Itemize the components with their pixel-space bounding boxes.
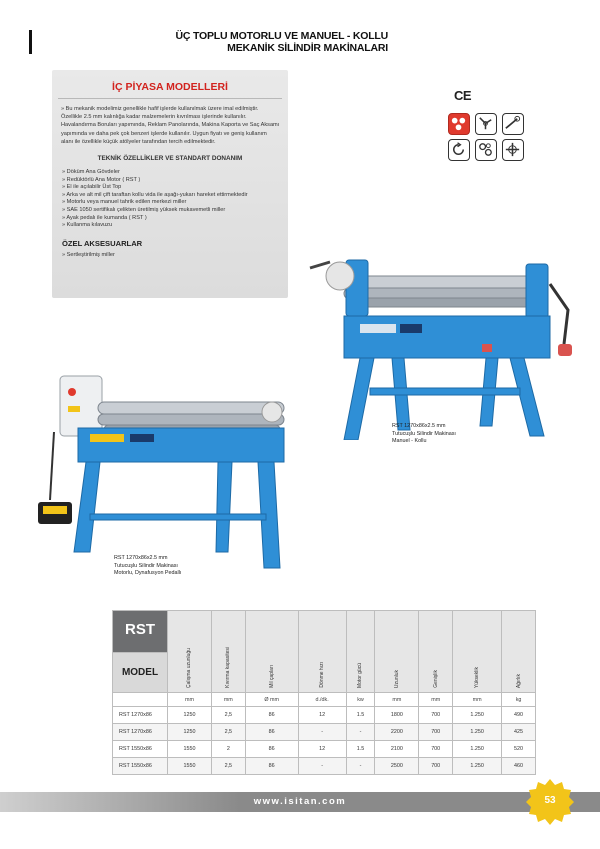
header-accent-bar xyxy=(29,30,32,54)
column-header: Ağırlık xyxy=(502,611,536,693)
table-row xyxy=(113,724,536,741)
model-name-cell: RST 1270x86 xyxy=(113,707,168,724)
unit-cell: Ø mm xyxy=(245,693,298,707)
feature-item: » El ile açılabilir Üst Top xyxy=(62,184,288,192)
table-cell: 700 xyxy=(419,724,453,741)
caption-type: Tutucuşlu Silindir Makinası xyxy=(114,562,178,569)
panel-divider xyxy=(58,98,282,99)
footer-website-link[interactable]: www.isitan.com xyxy=(253,796,347,807)
features-heading: TEKNİK ÖZELLİKLER VE STANDART DONANIM xyxy=(97,155,243,163)
table-row xyxy=(113,741,536,758)
column-header: Genişlik xyxy=(419,611,453,693)
table-cell: 490 xyxy=(502,707,536,724)
table-cell: 12 xyxy=(298,707,346,724)
unit-cell: mm xyxy=(453,693,502,707)
unit-cell: mm xyxy=(168,693,212,707)
table-cell: 86 xyxy=(245,707,298,724)
table-cell: 86 xyxy=(245,741,298,758)
unit-cell: kg xyxy=(502,693,536,707)
gear-set-icon xyxy=(475,139,497,161)
manual-roll-machine-image xyxy=(300,240,590,440)
model-name-cell: RST 1550x86 xyxy=(113,758,168,775)
table-cell: 2200 xyxy=(375,724,419,741)
caption-drive: Manuel - Kollu xyxy=(392,438,427,445)
column-header: Çalışma uzunluğu xyxy=(168,611,212,693)
feature-item: » Kullanma kılavuzu xyxy=(62,222,288,230)
feature-item: » SAE 1050 sertifikalı çelikten üretilmiş yüksek mukavemetli miller xyxy=(62,207,288,215)
feature-item: » Redüktörlü Ana Motor ( RST ) xyxy=(62,177,288,185)
motorized-machine-caption xyxy=(114,555,181,578)
shaft-icon xyxy=(502,139,524,161)
table-cell: 2100 xyxy=(375,741,419,758)
column-header: Uzunluk xyxy=(375,611,419,693)
unit-cell: d./dk. xyxy=(298,693,346,707)
table-cell: 1.5 xyxy=(346,707,375,724)
table-cell: 1.5 xyxy=(346,741,375,758)
page-title xyxy=(175,30,388,54)
panel-heading: İÇ PİYASA MODELLERİ xyxy=(112,81,228,93)
table-cell: 520 xyxy=(502,741,536,758)
column-header: Mil çapları xyxy=(245,611,298,693)
table-cell: 700 xyxy=(419,707,453,724)
feature-item: » Motorlu veya manuel tahrik edilen merkezi miller xyxy=(62,199,288,207)
table-cell: 700 xyxy=(419,741,453,758)
lever-icon xyxy=(502,113,524,135)
hand-crank-icon xyxy=(475,113,497,135)
ce-mark: CE xyxy=(454,88,472,103)
page-number: 53 xyxy=(544,795,556,806)
caption-model: RST 1270x86x2.5 mm xyxy=(392,423,446,429)
table-cell: 2500 xyxy=(375,758,419,775)
table-cell: 460 xyxy=(502,758,536,775)
unit-cell: mm xyxy=(419,693,453,707)
table-cell: 1.250 xyxy=(453,724,502,741)
unit-cell: kw xyxy=(346,693,375,707)
table-cell: - xyxy=(298,724,346,741)
domestic-models-panel xyxy=(52,70,288,298)
units-blank-cell xyxy=(113,693,168,707)
accessories-heading: ÖZEL AKSESUARLAR xyxy=(62,238,143,248)
caption-drive: Motorlu, Dynafusyon Pedallı xyxy=(114,570,182,577)
table-cell: 1550 xyxy=(168,758,212,775)
caption-type: Tutucuşlu Silindir Makinası xyxy=(392,430,456,437)
table-cell: - xyxy=(298,758,346,775)
table-cell: 700 xyxy=(419,758,453,775)
column-header: Dönme hızı xyxy=(298,611,346,693)
column-header: Yükseklik xyxy=(453,611,502,693)
table-cell: 2,5 xyxy=(211,707,245,724)
page-title-line-1: ÜÇ TOPLU MOTORLU VE MANUEL - KOLLU xyxy=(175,30,388,42)
table-cell: 425 xyxy=(502,724,536,741)
table-cell: 1.250 xyxy=(453,707,502,724)
table-cell: - xyxy=(346,724,375,741)
feature-item: » Arka ve alt mil çift taraftan kollu vida ile aşağı-yukarı hareket ettirmektedir xyxy=(62,192,288,200)
unit-cell: mm xyxy=(375,693,419,707)
model-name-cell: RST 1270x86 xyxy=(113,724,168,741)
table-cell: 2,5 xyxy=(211,758,245,775)
motorized-roll-machine-image xyxy=(38,372,300,582)
table-cell: 1.250 xyxy=(453,758,502,775)
table-cell: 1.250 xyxy=(453,741,502,758)
unit-cell: mm xyxy=(211,693,245,707)
column-header: Kıvırma kapasitesi xyxy=(211,611,245,693)
series-label: RST xyxy=(113,611,168,653)
cycle-icon xyxy=(448,139,470,161)
table-cell: 86 xyxy=(245,724,298,741)
table-cell: 1550 xyxy=(168,741,212,758)
features-list xyxy=(52,169,288,230)
intro-paragraph: » Bu mekanik modelimiz genellikle hafif işlerde kullanılmak üzere imal edilmiştir. Özellikle 2.5 mm kalınlığa kadar malzemelerin kıvrılması işlerinde kullanılır. Havalandırma Boruları yapımında, Reklam Panolarında, Makina Kaporta ve Saç Aksamı yapımında ve daha pek çok benzeri işlerde kullanılır. Uygun fiyatı ve geniş kullanım alanı ile özellikle küçük atölyeler tarafından tercih edilmektedir. xyxy=(52,105,288,146)
table-cell: 2 xyxy=(211,741,245,758)
specifications-table xyxy=(112,610,536,775)
caption-model: RST 1270x86x2.5 mm xyxy=(114,555,168,561)
feature-icon-grid xyxy=(448,113,524,161)
model-name-cell: RST 1550x86 xyxy=(113,741,168,758)
column-header: Motor gücü xyxy=(346,611,375,693)
feature-item: » Döküm Ana Gövdeler xyxy=(62,169,288,177)
table-units-row xyxy=(113,693,536,707)
rollers-icon xyxy=(448,113,470,135)
table-cell: 1800 xyxy=(375,707,419,724)
model-label: MODEL xyxy=(113,653,168,693)
feature-item: » Ayak pedalı ile kumanda ( RST ) xyxy=(62,215,288,223)
table-cell: 86 xyxy=(245,758,298,775)
accessory-item: » Sertleştirilmiş miller xyxy=(52,252,288,258)
manual-machine-caption xyxy=(392,423,456,446)
table-cell: 12 xyxy=(298,741,346,758)
table-header-row xyxy=(113,611,536,653)
table-cell: - xyxy=(346,758,375,775)
table-cell: 1250 xyxy=(168,724,212,741)
table-row xyxy=(113,758,536,775)
table-row xyxy=(113,707,536,724)
page-title-line-2: MEKANİK SİLİNDİR MAKİNALARI xyxy=(227,42,388,54)
table-cell: 1250 xyxy=(168,707,212,724)
table-cell: 2,5 xyxy=(211,724,245,741)
